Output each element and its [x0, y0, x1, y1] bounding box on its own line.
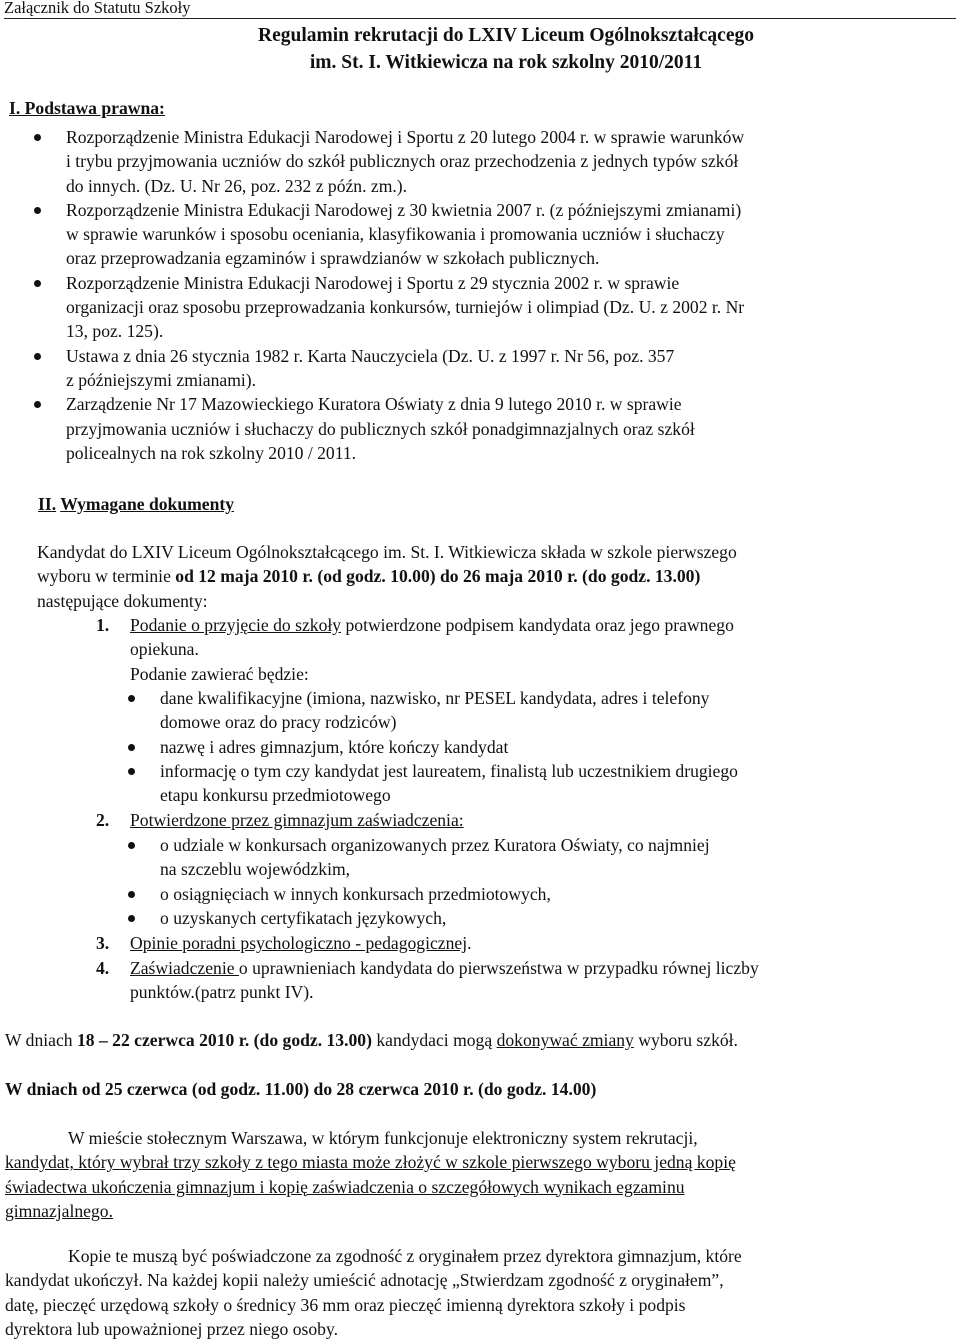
- bullet-icon: [128, 695, 135, 702]
- section2-heading: [38, 492, 234, 516]
- changes-line: [5, 1028, 955, 1052]
- bullet-icon: [34, 207, 41, 214]
- paragraph-line: świadectwa ukończenia gimnazjum i kopię zaświadczenia o szczegółowych wynikach egzaminu: [5, 1176, 685, 1197]
- list-item-line: Rozporządzenie Ministra Edukacji Narodowej i Sportu z 29 stycznia 2002 r. w sprawie: [66, 272, 680, 293]
- list-item-line: dane kwalifikacyjne (imiona, nazwisko, nr PESEL kandydata, adres i telefony: [160, 688, 710, 708]
- list-item-line: Rozporządzenie Ministra Edukacji Narodowej z 30 kwietnia 2007 r. (z późniejszymi zmianami): [66, 199, 742, 220]
- list-item-line: w sprawie warunków i sposobu oceniania, klasyfikowania i promowania uczniów i słuchaczy: [66, 224, 725, 245]
- header-rule: [4, 18, 956, 19]
- list-item-line: organizacji oraz sposobu przeprowadzania konkursów, turniejów i olimpiad (Dz. U. z 2002 r. Nr: [66, 297, 745, 318]
- document-line: Podanie zawierać będzie:: [130, 663, 309, 684]
- warsaw-paragraph: [5, 1126, 955, 1223]
- bullet-icon: [128, 744, 135, 751]
- list-item-line: domowe oraz do pracy rodziców): [160, 712, 397, 733]
- bullet-icon: [128, 915, 135, 922]
- list-item-line: o osiągnięciach w innych konkursach przedmiotowych,: [160, 883, 551, 904]
- list-item: [34, 392, 946, 465]
- header-note: Załącznik do Statutu Szkoły: [4, 0, 191, 17]
- list-item: [126, 882, 926, 906]
- list-item: [34, 198, 946, 271]
- document-title: [0, 22, 960, 76]
- intro-text: wyboru w terminie: [37, 566, 176, 587]
- list-item: [126, 906, 926, 930]
- list-item-line: o udziale w konkursach organizowanych przez Kuratora Oświaty, co najmniej: [160, 835, 710, 855]
- list-item: [126, 833, 926, 882]
- list-item: [34, 344, 946, 393]
- document-title: Opinie poradni psychologiczno - pedagogicznej: [130, 933, 468, 953]
- title-line-2: im. St. I. Witkiewicza na rok szkolny 2010/2011: [309, 52, 703, 73]
- paragraph-line: W mieście stołecznym Warszawa, w którym funkcjonuje elektroniczny system rekrutacji,: [68, 1128, 698, 1148]
- bullet-icon: [34, 134, 41, 141]
- list-item: [34, 271, 946, 344]
- document-line: [130, 956, 890, 980]
- changes-text: W dniach: [5, 1030, 77, 1050]
- paragraph-line: kandydat, który wybrał trzy szkoły z tego miasta może złożyć w szkole pierwszego wyboru jedną kopię: [5, 1152, 736, 1173]
- document-text: o uprawnieniach kandydata do pierwszeństwa w przypadku równej liczby: [238, 958, 759, 978]
- intro-line: następujące dokumenty:: [37, 590, 208, 611]
- list-item-line: etapu konkursu przedmiotowego: [160, 785, 391, 806]
- list-item-line: Rozporządzenie Ministra Edukacji Narodowej i Sportu z 20 lutego 2004 r. w sprawie warunków: [66, 127, 745, 147]
- paragraph-line: kandydat ukończył. Na każdej kopii należy umieścić adnotację „Stwierdzam zgodność z oryginałem”,: [5, 1270, 724, 1291]
- document-line: [130, 808, 890, 832]
- document-line: opiekuna.: [130, 639, 199, 660]
- document-number: 1.: [96, 615, 110, 635]
- changes-dates: 18 – 22 czerwca 2010 r. (do godz. 13.00): [76, 1030, 372, 1050]
- list-item-line: 13, poz. 125).: [66, 321, 164, 342]
- document-title: Potwierdzone przez gimnazjum zaświadczenia:: [130, 810, 464, 830]
- bullet-icon: [34, 280, 41, 287]
- section2-number: II.: [38, 494, 57, 514]
- application-contents-list: [126, 686, 926, 807]
- paragraph-line: gimnazjalnego.: [5, 1200, 113, 1221]
- legal-basis-list: [34, 125, 946, 465]
- section2-title: Wymagane dokumenty: [60, 494, 235, 514]
- list-item-line: Ustawa z dnia 26 stycznia 1982 r. Karta Nauczyciela (Dz. U. z 1997 r. Nr 56, poz. 357: [66, 345, 675, 366]
- copies-paragraph: [5, 1244, 955, 1341]
- document-text: potwierdzone podpisem kandydata oraz jego prawnego: [341, 615, 734, 635]
- document-title: Podanie o przyjęcie do szkoły: [130, 615, 342, 635]
- list-item-line: i trybu przyjmowania uczniów do szkół publicznych oraz przechodzenia z jednych typów szkół: [66, 151, 739, 172]
- bullet-icon: [34, 401, 41, 408]
- document-text: .: [467, 933, 472, 953]
- changes-text: kandydaci mogą: [371, 1030, 497, 1050]
- list-item: [126, 735, 926, 759]
- document-line: punktów.(patrz punkt IV).: [130, 982, 314, 1003]
- list-item-line: na szczeblu wojewódzkim,: [160, 859, 351, 880]
- dates-line: W dniach od 25 czerwca (od godz. 11.00) do 28 czerwca 2010 r. (do godz. 14.00): [5, 1079, 597, 1099]
- list-item: [126, 686, 926, 735]
- list-item-line: policealnych na rok szkolny 2010 / 2011.: [66, 442, 357, 463]
- paragraph-line: dyrektora lub upoważnionej przez niego osoby.: [5, 1318, 339, 1339]
- bullet-icon: [128, 768, 135, 775]
- paragraph-line: datę, pieczęć urzędową szkoły o średnicy 36 mm oraz pieczęć imienną dyrektora szkoły i podpis: [5, 1294, 686, 1315]
- list-item-line: oraz przeprowadzania egzaminów i sprawdzianów w szkołach publicznych.: [66, 248, 600, 269]
- intro-dates: od 12 maja 2010 r. (od godz. 10.00) do 26 maja 2010 r. (do godz. 13.00): [175, 566, 701, 587]
- list-item: [34, 125, 946, 198]
- section2-intro: [37, 540, 947, 613]
- section1-heading: I. Podstawa prawna:: [9, 98, 165, 118]
- bullet-icon: [34, 353, 41, 360]
- list-item-line: Zarządzenie Nr 17 Mazowieckiego Kuratora Oświaty z dnia 9 lutego 2010 r. w sprawie: [66, 394, 682, 415]
- changes-emphasis: dokonywać zmiany: [496, 1030, 634, 1050]
- intro-line: [37, 564, 947, 588]
- list-item: [126, 759, 926, 808]
- document-title: Zaświadczenie: [130, 958, 239, 978]
- certificates-list: [126, 833, 926, 930]
- list-item-line: o uzyskanych certyfikatach językowych,: [160, 907, 447, 928]
- paragraph-line: Kopie te muszą być poświadczone za zgodność z oryginałem przez dyrektora gimnazjum, które: [68, 1246, 742, 1266]
- bullet-icon: [128, 842, 135, 849]
- changes-text: wyboru szkół.: [633, 1030, 738, 1050]
- list-item-line: nazwę i adres gimnazjum, które kończy kandydat: [160, 736, 509, 757]
- document-number: 3.: [96, 933, 110, 953]
- list-item-line: do innych. (Dz. U. Nr 26, poz. 232 z późn. zm.).: [66, 175, 408, 196]
- list-item-line: z późniejszymi zmianami).: [66, 369, 257, 390]
- document-number: 2.: [96, 810, 110, 830]
- document-line: [130, 931, 890, 955]
- list-item-line: informację o tym czy kandydat jest laureatem, finalistą lub uczestnikiem drugiego: [160, 760, 738, 781]
- document-number: 4.: [96, 958, 110, 978]
- title-line-1: Regulamin rekrutacji do LXIV Liceum Ogólnokształcącego: [258, 25, 754, 46]
- bullet-icon: [128, 891, 135, 898]
- intro-line: Kandydat do LXIV Liceum Ogólnokształcącego im. St. I. Witkiewicza składa w szkole pierwszego: [37, 542, 737, 562]
- list-item-line: przyjmowania uczniów i słuchaczy do publicznych szkół ponadgimnazjalnych oraz szkół: [66, 418, 695, 439]
- document-line: [130, 613, 890, 637]
